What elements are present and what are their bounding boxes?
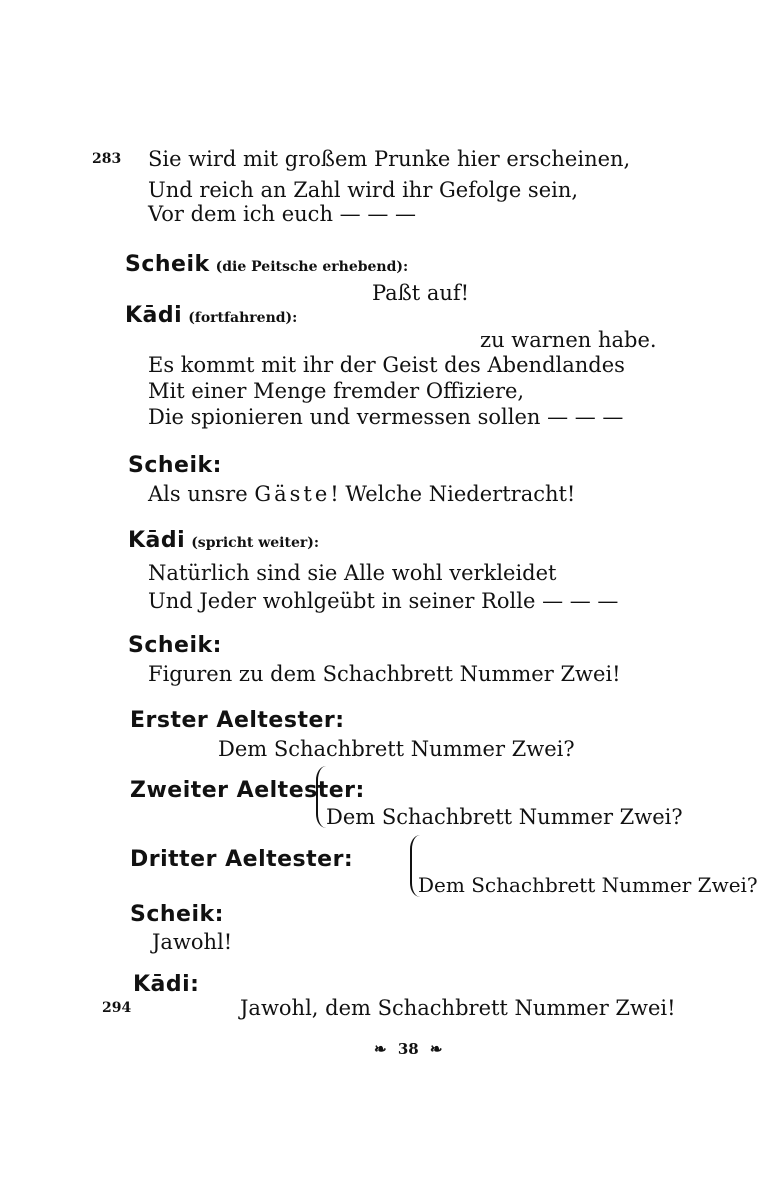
line-number-last: 294 bbox=[102, 1000, 132, 1016]
verse-line: Als unsre Gäste! Welche Niedertracht! bbox=[148, 482, 576, 506]
speaker-name: Scheik (die Peitsche erhebend): bbox=[125, 252, 409, 277]
stage-direction: (die Peitsche erhebend): bbox=[215, 259, 409, 275]
verse-line: Sie wird mit großem Prunke hier erscheinen, bbox=[148, 147, 631, 171]
speaker-name: Zweiter Aeltester: bbox=[130, 778, 365, 803]
ornament-icon: ❧ bbox=[374, 1040, 387, 1058]
speaker-name: Scheik: bbox=[128, 453, 222, 478]
verse-line: Figuren zu dem Schachbrett Nummer Zwei! bbox=[148, 662, 621, 686]
verse-line: Es kommt mit ihr der Geist des Abendlandes bbox=[148, 353, 625, 377]
verse-line: Dem Schachbrett Nummer Zwei? bbox=[326, 805, 683, 829]
page-number: 38 bbox=[397, 1040, 419, 1058]
speaker-name: Kādi: bbox=[133, 972, 200, 997]
verse-line: Jawohl, dem Schachbrett Nummer Zwei! bbox=[240, 996, 676, 1020]
ornament-icon: ❧ bbox=[429, 1040, 443, 1058]
verse-line: Dem Schachbrett Nummer Zwei? bbox=[218, 737, 575, 761]
verse-line: Natürlich sind sie Alle wohl verkleidet bbox=[148, 561, 557, 585]
speaker-name: Erster Aeltester: bbox=[130, 708, 345, 733]
stage-direction: (spricht weiter): bbox=[191, 535, 320, 551]
speaker-name: Kādi (spricht weiter): bbox=[128, 528, 320, 553]
verse-line: Paßt auf! bbox=[372, 281, 470, 305]
verse-line: Vor dem ich euch — — — bbox=[148, 202, 416, 226]
speaker-name: Kādi (fortfahrend): bbox=[125, 303, 298, 328]
speaker-name: Scheik: bbox=[130, 902, 224, 927]
verse-line: zu warnen habe. bbox=[480, 328, 657, 352]
stage-direction: (fortfahrend): bbox=[188, 310, 298, 326]
verse-line: Jawohl! bbox=[152, 930, 233, 954]
page-footer bbox=[374, 1042, 443, 1057]
verse-line: Mit einer Menge fremder Offiziere, bbox=[148, 379, 525, 403]
verse-line: Dem Schachbrett Nummer Zwei? bbox=[418, 873, 758, 897]
line-number-first: 283 bbox=[92, 151, 122, 167]
speaker-name: Scheik: bbox=[128, 633, 222, 658]
speaker-name: Dritter Aeltester: bbox=[130, 847, 354, 872]
spaced-word: Gäste bbox=[254, 482, 331, 506]
verse-line: Und Jeder wohlgeübt in seiner Rolle — — — bbox=[148, 589, 619, 613]
verse-line: Und reich an Zahl wird ihr Gefolge sein, bbox=[148, 178, 579, 202]
verse-line: Die spionieren und vermessen sollen — — — bbox=[148, 405, 624, 429]
